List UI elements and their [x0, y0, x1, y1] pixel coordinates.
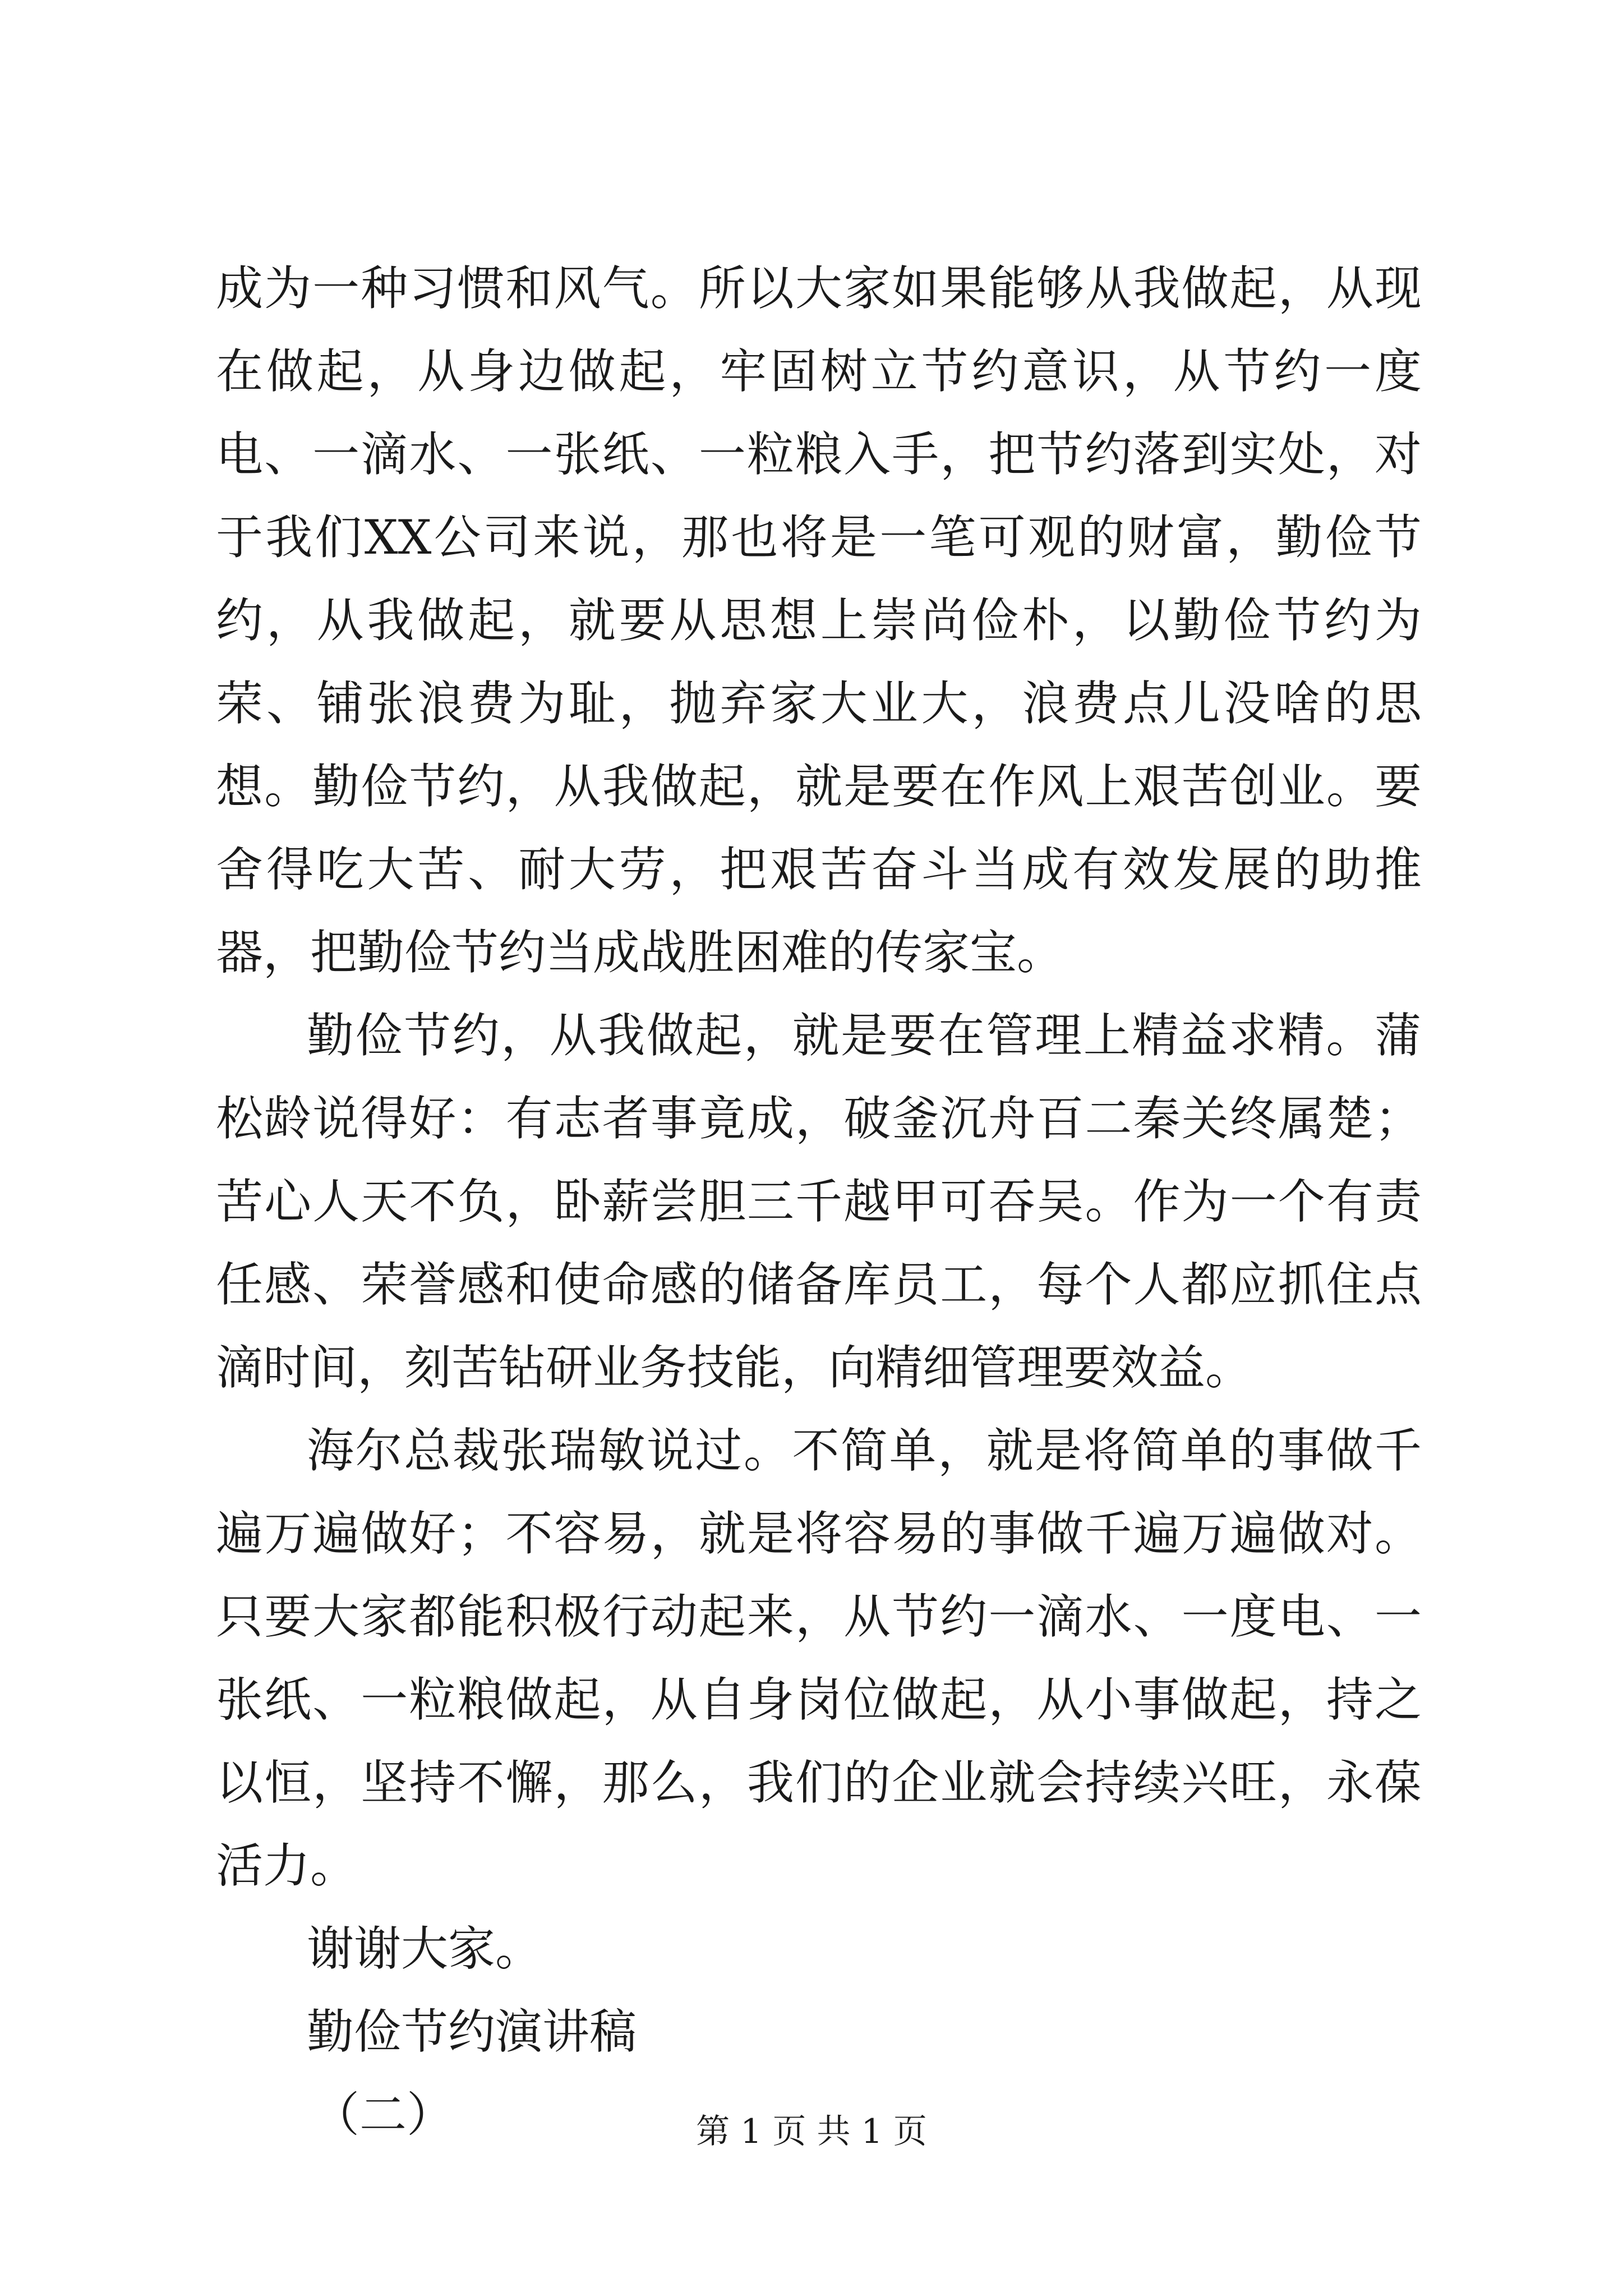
page-footer: 第 1 页 共 1 页: [696, 2112, 927, 2151]
paragraph-management: 勤俭节约，从我做起，就是要在管理上精益求精。蒲松龄说得好：有志者事竟成，破釜沉舟百二秦关终属楚；苦心人天不负，卧薪尝胆三千越甲可吞吴。作为一个有责任感、荣誉感和使命感的储备库员工，每个人都应抓住点滴时间，刻苦钻研业务技能，向精细管理要效益。: [216, 1008, 1422, 1395]
paragraph-continued: 成为一种习惯和风气。所以大家如果能够从我做起，从现在做起，从身边做起，牢固树立节约意识，从节约一度电、一滴水、一张纸、一粒粮入手，把节约落到实处，对于我们XX公司来说，那也将是一笔可观的财富，勤俭节约，从我做起，就要从思想上崇尚俭朴，以勤俭节约为荣、铺张浪费为耻，抛弃家大业大，浪费点儿没啥的思想。勤俭节约，从我做起，就是要在作风上艰苦创业。要舍得吃大苦、耐大劳，把艰苦奋斗当成有效发展的助推器，把勤俭节约当成战胜困难的传家宝。: [216, 261, 1422, 980]
section-number: （二）: [312, 2087, 454, 2142]
section-title: 勤俭节约演讲稿: [307, 2004, 637, 2059]
paragraph-haier-quote: 海尔总裁张瑞敏说过。不简单，就是将简单的事做千遍万遍做好；不容易，就是将容易的事做千遍万遍做对。只要大家都能积极行动起来，从节约一滴水、一度电、一张纸、一粒粮做起，从自身岗位做起，从小事做起，持之以恒，坚持不懈，那么，我们的企业就会持续兴旺，永葆活力。: [216, 1423, 1422, 1893]
paragraph-thanks: 谢谢大家。: [307, 1921, 543, 1976]
document-body: [216, 247, 1422, 2156]
